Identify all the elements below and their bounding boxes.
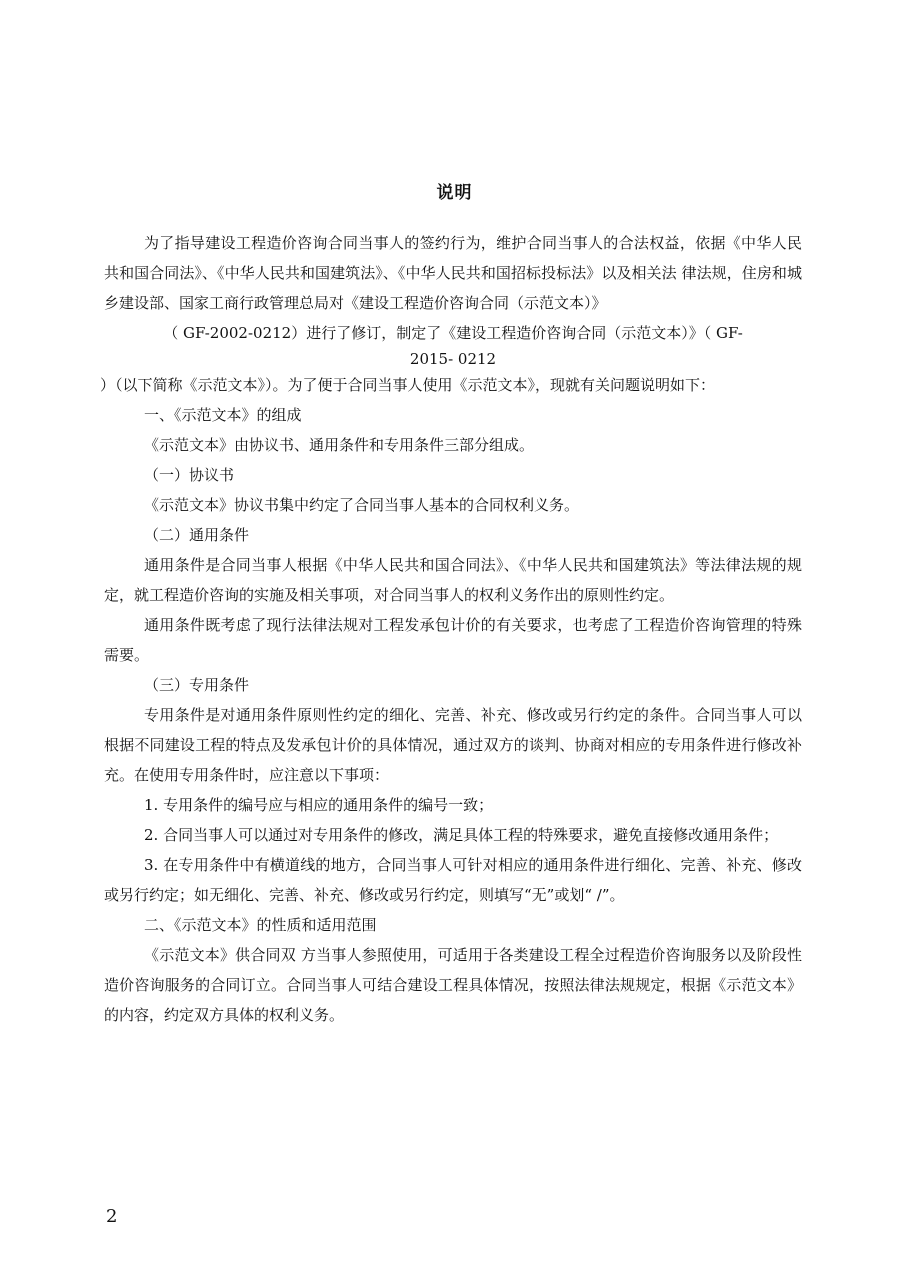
general-conditions-paragraph-2: 通用条件既考虑了现行法律法规对工程发承包计价的有关要求，也考虑了工程造价咨询管理的特殊需要。 xyxy=(104,616,802,664)
composition-paragraph: 《示范文本》由协议书、通用条件和专用条件三部分组成。 xyxy=(144,436,535,454)
section-heading-scope: 二、《示范文本》的性质和适用范围 xyxy=(144,916,377,934)
subheading-special-conditions: （三）专用条件 xyxy=(144,676,250,694)
page-number: 2 xyxy=(106,1206,118,1227)
special-conditions-paragraph: 专用条件是对通用条件原则性约定的细化、完善、补充、修改或另行约定的条件。合同当事人可以根据不同建设工程的特点及发承包计价的具体情况，通过双方的谈判、协商对相应的专用条件进行修改补充。在使用专用条件时，应注意以下事项： xyxy=(104,706,802,784)
intro-code-continuation: 2015- 0212 xyxy=(409,350,497,368)
intro-code-line: （ GF-2002-0212）进行了修订，制定了《建设工程造价咨询合同（示范文本）》（ GF- xyxy=(163,324,743,342)
document-body xyxy=(100,228,802,1030)
special-conditions-item-1: 1. 专用条件的编号应与相应的通用条件的编号一致； xyxy=(144,796,494,814)
special-conditions-item-3: 3. 在专用条件中有横道线的地方，合同当事人可针对相应的通用条件进行细化、完善、补充、修改或另行约定；如无细化、完善、补充、修改或另行约定，则填写“无”或划“ /”。 xyxy=(104,856,802,904)
page-title: 说明 xyxy=(436,183,473,203)
section-heading-composition: 一、《示范文本》的组成 xyxy=(144,406,302,424)
intro-paragraph: 为了指导建设工程造价咨询合同当事人的签约行为，维护合同当事人的合法权益，依据《中华人民共和国合同法》、《中华人民共和国建筑法》、《中华人民共和国招标投标法》以及相关法 律法规，住房和城乡建设部、国家工商行政管理总局对《建设工程造价咨询合同（示范文本）》 xyxy=(104,234,802,312)
special-conditions-item-2: 2. 合同当事人可以通过对专用条件的修改，满足具体工程的特殊要求，避免直接修改通用条件； xyxy=(144,826,779,844)
general-conditions-paragraph-1: 通用条件是合同当事人根据《中华人民共和国合同法》、《中华人民共和国建筑法》等法律法规的规定，就工程造价咨询的实施及相关事项，对合同当事人的权利义务作出的原则性约定。 xyxy=(104,556,802,604)
scope-paragraph: 《示范文本》供合同双 方当事人参照使用，可适用于各类建设工程全过程造价咨询服务以及阶段性造价咨询服务的合同订立。合同当事人可结合建设工程具体情况，按照法律法规规定，根据《示范文本》的内容，约定双方具体的权利义务。 xyxy=(104,946,802,1024)
subheading-general-conditions: （二）通用条件 xyxy=(144,526,250,544)
intro-closing-line: ）（以下简称《示范文本》）。为了便于合同当事人使用《示范文本》，现就有关问题说明如下： xyxy=(100,376,716,394)
agreement-paragraph: 《示范文本》协议书集中约定了合同当事人基本的合同权利义务。 xyxy=(144,496,580,514)
subheading-agreement: （一）协议书 xyxy=(144,466,235,484)
